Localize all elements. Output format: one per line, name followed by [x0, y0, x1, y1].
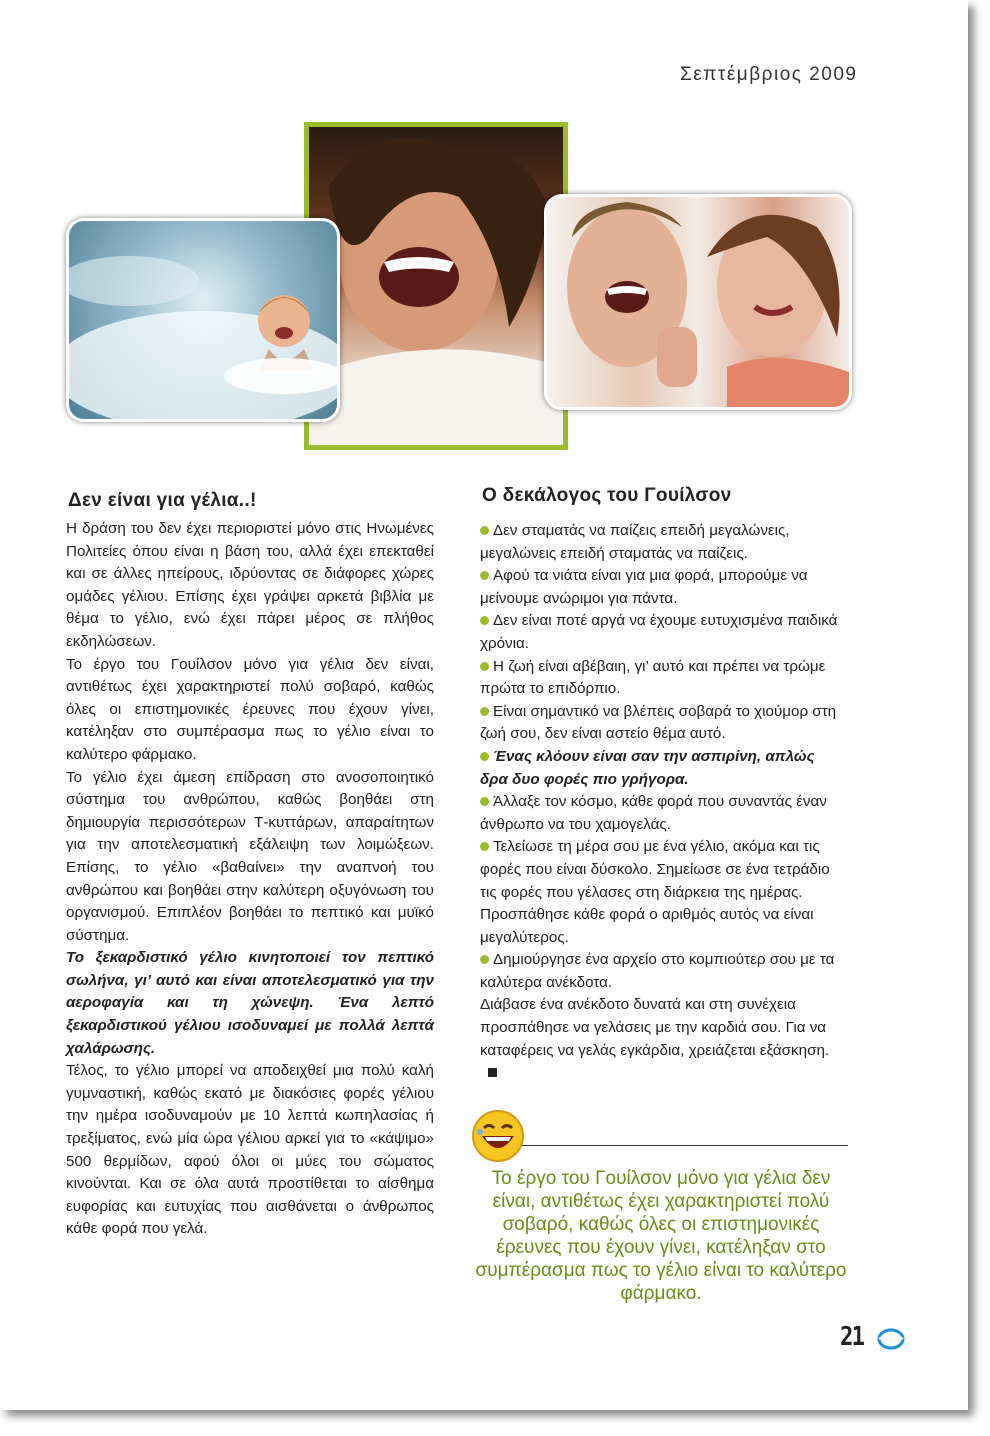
- section-heading-right: Ο δεκάλογος του Γουίλσον: [482, 485, 732, 506]
- magazine-logo-icon: [876, 1327, 906, 1351]
- laughing-woman-photo: [304, 122, 568, 450]
- list-item: Αφού τα νιάτα είναι για μια φορά, μπορούμε να μείνουμε ανώριμοι για πάντα.: [480, 567, 808, 607]
- bullet-icon: [480, 571, 489, 580]
- laughing-couple-photo: [544, 194, 852, 410]
- paragraph: Το γέλιο έχει άμεση επίδραση στο ανοσοποιητικό σύστημα του ανθρώπου, καθώς βοηθάει στη δημιουργία περισσότερων Τ-κυττάρων, απαραίτητων για την αποτελεσματική εξάλειψη των λοιμώξεων. Επίσης, το γέλιο «βαθαίνει» την αναπνοή του ανθρώπου και βοηθάει στην καλύτερη οξυγόνωση του οργανισμού. Επιπλέον βοηθάει το πεπτικό και μυϊκό σύστημα.: [66, 768, 434, 944]
- list-item: Τελείωσε τη μέρα σου με ένα γέλιο, ακόμα και τις φορές που είναι δύσκολο. Σημείωσε σε ένα τετράδιο τις φορές που γέλασες στη διάρκεια της ημέρας. Προσπάθησε κάθε φορά ο αριθμός αυτός να είναι μεγαλύτερος.: [480, 838, 830, 946]
- laughing-smiley-icon: [470, 1108, 526, 1164]
- issue-date: Σεπτέμβριος 2009: [680, 64, 858, 85]
- list-item: Δεν είναι ποτέ αργά να έχουμε ευτυχισμένα παιδικά χρόνια.: [480, 612, 838, 652]
- quote-divider: [522, 1145, 848, 1146]
- bullet-icon: [480, 526, 489, 535]
- list-item: Άλλαξε τον κόσμο, κάθε φορά που συναντάς έναν άνθρωπο να του χαμογελάς.: [480, 793, 827, 833]
- section-heading-left: Δεν είναι για γέλια..!: [68, 490, 257, 511]
- list-item: Η ζωή είναι αβέβαιη, γι’ αυτό και πρέπει να τρώμε πρώτα το επιδόρπιο.: [480, 657, 826, 698]
- page-number: 21: [840, 1322, 864, 1352]
- bullet-icon: [480, 662, 489, 671]
- child-in-sea-photo: [66, 218, 340, 422]
- bullet-icon: [480, 752, 489, 761]
- highlighted-paragraph: Το ξεκαρδιστικό γέλιο κινητοποιεί τον πεπτικό σωλήνα, γι’ αυτό και είναι αποτελεσματικό για την αεροφαγία και τη χώνεψη. Ένα λεπτό ξεκαρδιστικού γέλιου ισοδυναμεί με πολλά λεπτά χαλάρωσης.: [66, 949, 434, 1057]
- bullet-icon: [480, 797, 489, 806]
- paragraph: Το έργο του Γουίλσον μόνο για γέλια δεν είναι, αντιθέτως έχει χαρακτηριστεί πολύ σοβαρό, καθώς όλες οι επιστημονικές έρευνες που έχουν γίνει, κατέληξαν στο συμπέρασμα πως το γέλιο είναι το καλύτερο φάρμακο.: [66, 655, 434, 763]
- bullet-icon: [480, 616, 489, 625]
- bullet-icon: [480, 842, 489, 851]
- decalogue-list: [480, 520, 844, 1085]
- pull-quote: Το έργο του Γουίλσον μόνο για γέλια δεν είναι, αντιθέτως έχει χαρακτηριστεί πολύ σοβαρό, καθώς όλες οι επιστημονικές έρευνες που έχουν γίνει, κατέληξαν στο συμπέρασμα πως το γέλιο είναι το καλύτερο φάρμακο.: [475, 1168, 847, 1304]
- paragraph: Η δράση του δεν έχει περιοριστεί μόνο στις Ηνωμένες Πολιτείες όπου είναι η βάση του, αλλά έχει επεκταθεί και σε άλλες ηπείρους, ιδρύοντας σε διάφορες χώρες ομάδες γέλιου. Επίσης έχει γράψει αρκετά βιβλία με θέμα το γέλιο, ενώ έχει πάρει μέρος σε πλήθος εκδηλώσεων.: [66, 520, 434, 650]
- closing-paragraph: Διάβασε ένα ανέκδοτο δυνατά και στη συνέχεια προσπάθησε να γελάσεις με την καρδιά σου. Για να καταφέρεις να γελάς εγκάρδια, χρειάζεται εξάσκηση.: [480, 994, 844, 1084]
- paragraph: Τέλος, το γέλιο μπορεί να αποδειχθεί μια πολύ καλή γυμναστική, καθώς εκατό με διακόσιες φορές γέλιου την ημέρα ισοδυναμούν με 10 λεπτά κωπηλασίας ή τρεξίματος, ενώ μία ώρα γέλιου αρκεί για το «κάψιμο» 500 θερμίδων, αφού όλοι οι μύες του σώματος κινούνται. Και σε όλα αυτά προστίθεται το αίσθημα ευφορίας και ευτυχίας που αισθάνεται ο άνθρωπος κάθε φορά που γελά.: [66, 1062, 434, 1238]
- list-item: Δημιούργησε ένα αρχείο στο κομπιούτερ σου με τα καλύτερα ανέκδοτα.: [480, 951, 835, 991]
- list-item: Ένας κλόουν είναι σαν την ασπιρίνη, απλώς δρα δυο φορές πιο γρήγορα.: [480, 747, 815, 788]
- list-item: Είναι σημαντικό να βλέπεις σοβαρά το χιούμορ στη ζωή σου, δεν είναι αστείο θέμα αυτό.: [480, 702, 837, 743]
- article-left-column: [66, 518, 434, 1241]
- list-item: Δεν σταματάς να παίζεις επειδή μεγαλώνεις, μεγαλώνεις επειδή σταματάς να παίζεις.: [480, 522, 790, 562]
- end-mark-icon: [488, 1068, 497, 1077]
- bullet-icon: [480, 955, 489, 964]
- bullet-icon: [480, 707, 489, 716]
